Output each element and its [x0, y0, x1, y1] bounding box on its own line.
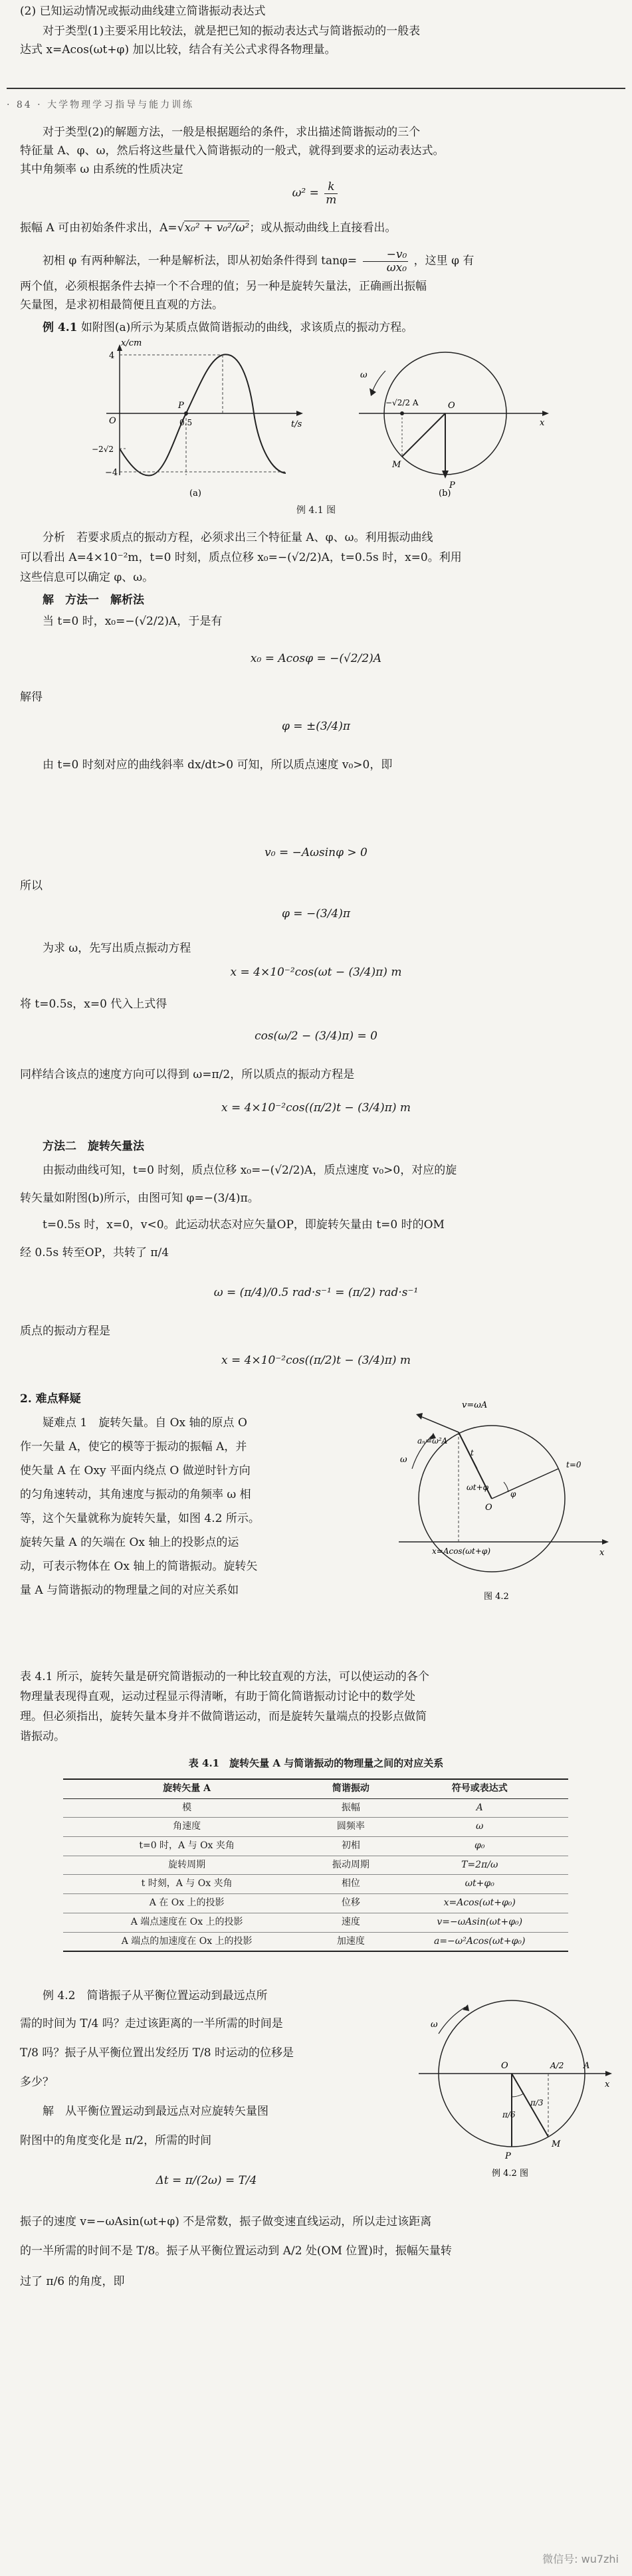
- paragraph-line: 疑难点 1 旋转矢量。自 Ox 轴的原点 O: [43, 1416, 247, 1430]
- origin-label: O: [448, 401, 455, 411]
- equation: ω = (π/4)/0.5 rad·s⁻¹ = (π/2) rad·s⁻¹: [213, 1286, 419, 1299]
- angle-arc: [512, 2093, 524, 2097]
- paragraph-line: 的匀角速转动，其角速度与振动的角频率 ω 相: [20, 1488, 251, 1501]
- solution-line: 由 t=0 时刻对应的曲线斜率 dx/dt>0 可知，所以质点速度 v₀>0，即: [43, 758, 393, 772]
- oscillation-curve-figure: [80, 339, 319, 498]
- table-header-row: [63, 1779, 568, 1798]
- equation: φ = ±(3/4)π: [282, 720, 350, 733]
- amplitude-label: A: [583, 2061, 590, 2071]
- paragraph-line: 振子的速度 v=−ωAsin(ωt+φ) 不是常数，振子做变速直线运动，所以走过该距离: [20, 2215, 432, 2228]
- table-cell: 位移: [310, 1894, 391, 1913]
- table-cell: x=Acos(ωt+φ₀): [391, 1894, 568, 1913]
- omega-label: ω: [360, 370, 368, 380]
- table-cell: 速度: [310, 1913, 391, 1932]
- column-header: 简谐振动: [310, 1779, 391, 1798]
- equation: φ = −(3/4)π: [282, 907, 350, 920]
- section-heading: (2) 已知运动情况或振动曲线建立简谐振动表达式: [20, 5, 266, 18]
- table-cell: 角速度: [63, 1818, 310, 1837]
- vector-om: [402, 413, 445, 457]
- text-fragment: 振幅 A 可由初始条件求出，A=: [20, 221, 177, 235]
- table-cell: 圆频率: [310, 1818, 391, 1837]
- watermark: 微信号: wu7zhi: [542, 2553, 619, 2566]
- x-axis-label: x: [605, 2080, 610, 2090]
- figure-caption: 例 4.2 图: [492, 2169, 528, 2179]
- x-axis-label: t/s: [291, 419, 302, 429]
- solution-line: 将 t=0.5s，x=0 代入上式得: [20, 998, 167, 1011]
- solution-line: 转矢量如附图(b)所示，由图可知 φ=−(3/4)π。: [20, 1192, 259, 1205]
- equation-lhs: ω² =: [292, 186, 319, 200]
- analysis-line: 可以看出 A=4×10⁻²m，t=0 时刻，质点位移 x₀=−(√2/2)A，t=0.5s 时，x=0。利用: [20, 551, 462, 564]
- point-label: P: [178, 401, 184, 411]
- table-cell: φ₀: [391, 1837, 568, 1856]
- paragraph-line: 旋转矢量 A 的矢端在 Ox 轴上的投影点的运: [20, 1536, 239, 1549]
- solution-line: 解 从平衡位置运动到最远点对应旋转矢量图: [43, 2105, 268, 2118]
- example-title: 例 4.1: [43, 321, 78, 334]
- method-title: 解 方法一 解析法: [43, 593, 144, 607]
- analysis-line: 分析 若要求质点的振动方程，必须求出三个特征量 A、φ、ω。利用振动曲线: [43, 531, 433, 544]
- x-axis-arrow-icon: [605, 2071, 612, 2076]
- paragraph-line: 作一矢量 A，使它的模等于振动的振幅 A，并: [20, 1440, 247, 1453]
- point-label: P: [449, 481, 455, 490]
- sine-curve: [120, 354, 286, 475]
- subfigure-caption: (b): [439, 488, 451, 498]
- point-label: M: [552, 2139, 561, 2149]
- text-fragment: ；或从振动曲线上直接看出。: [249, 221, 397, 235]
- tick-label: −√2/2 A: [385, 398, 419, 407]
- table-cell: 旋转周期: [63, 1856, 310, 1875]
- figure-caption: 例 4.1 图: [296, 505, 336, 516]
- paragraph-line: 动，可表示物体在 Ox 轴上的简谐振动。旋转矢: [20, 1560, 258, 1573]
- solution-line: 解得: [20, 691, 43, 704]
- subfigure-caption: (a): [189, 488, 201, 498]
- projection-marker: [400, 411, 404, 415]
- table-cell: ω: [391, 1818, 568, 1837]
- table-cell: 加速度: [310, 1932, 391, 1951]
- table-cell: a=−ω²Acos(ωt+φ₀): [391, 1932, 568, 1951]
- tick-label: −4: [105, 468, 118, 478]
- paragraph-line: 谐振动。: [20, 1730, 65, 1743]
- analysis-line: 这些信息可以确定 φ、ω。: [20, 571, 154, 584]
- table-cell: A: [391, 1798, 568, 1818]
- paragraph-line: 特征量 A、φ、ω，然后将这些量代入简谐振动的一般式，就得到要求的运动表达式。: [20, 144, 445, 158]
- table-cell: v=−ωAsin(ωt+φ₀): [391, 1913, 568, 1932]
- equation: x₀ = Acosφ = −(√2/2)A: [250, 652, 382, 665]
- phase-label: ωt+φ: [467, 1483, 489, 1492]
- numerator: k: [324, 181, 338, 194]
- text-fragment: 初相 φ 有两种解法，一种是解析法，即从初始条件得到 tanφ=: [43, 254, 358, 268]
- arrow-icon: [416, 1413, 423, 1420]
- column-header: 符号或表达式: [391, 1779, 568, 1798]
- paragraph-line: 其中角频率 ω 由系统的性质决定: [20, 163, 183, 176]
- table-cell: t=0 时，A 与 Ox 夹角: [63, 1837, 310, 1856]
- table-cell: 模: [63, 1798, 310, 1818]
- paragraph-line: 物理量表现得直观，运动过程显示得清晰，有助于简化简谐振动讨论中的数学处: [20, 1690, 415, 1703]
- phi-label: φ: [510, 1489, 516, 1499]
- column-header: 旋转矢量 A: [63, 1779, 310, 1798]
- omega-label: ω: [431, 2020, 438, 2030]
- paragraph-line: 对于类型(1)主要采用比较法，就是把已知的振动表达式与简谐振动的一般表: [43, 25, 421, 38]
- solution-line: 为求 ω，先写出质点振动方程: [43, 942, 191, 955]
- paragraph-line: 达式 x=Acos(ωt+φ) 加以比较，结合有关公式求得各物理量。: [20, 43, 336, 56]
- example-line: 例 4.2 简谐振子从平衡位置运动到最远点所: [43, 1989, 268, 2002]
- equation: Δt = π/(2ω) = T/4: [156, 2174, 257, 2187]
- sqrt-content: x₀² + v₀²/ω²: [184, 221, 250, 235]
- origin-label: O: [109, 416, 116, 426]
- paragraph-line: 对于类型(2)的解题方法，一般是根据题给的条件，求出描述简谐振动的三个: [43, 126, 421, 139]
- table-cell: 相位: [310, 1875, 391, 1894]
- table-row: [63, 1818, 568, 1837]
- text-fragment: ，这里 φ 有: [413, 254, 474, 268]
- table-cell: A 端点速度在 Ox 上的投影: [63, 1913, 310, 1932]
- table-row: [63, 1856, 568, 1875]
- page-divider: [7, 88, 625, 89]
- fraction: [324, 181, 338, 206]
- solution-line: 质点的振动方程是: [20, 1325, 110, 1338]
- fraction: [363, 249, 409, 274]
- solution-line: 由振动曲线可知，t=0 时刻，质点位移 x₀=−(√2/2)A，质点速度 v₀>0，对应的旋: [43, 1164, 457, 1177]
- rotating-vector-figure: [346, 339, 558, 498]
- vector-a-initial: [492, 1469, 558, 1499]
- solution-line: 经 0.5s 转至OP，共转了 π/4: [20, 1246, 169, 1259]
- point-p-marker: [184, 411, 188, 415]
- table-cell: A 在 Ox 上的投影: [63, 1894, 310, 1913]
- table-row: [63, 1875, 568, 1894]
- equation: x = 4×10⁻²cos((π/2)t − (3/4)π) m: [221, 1354, 411, 1367]
- correspondence-table: [63, 1778, 568, 1952]
- table-cell: A 端点的加速度在 Ox 上的投影: [63, 1932, 310, 1951]
- equation: v₀ = −Aωsinφ > 0: [264, 846, 368, 859]
- velocity-label: v=ωA: [462, 1400, 488, 1410]
- table-cell: ωt+φ₀: [391, 1875, 568, 1894]
- paragraph-line: 的一半所需的时间不是 T/8。振子从平衡位置运动到 A/2 处(OM 位置)时，振幅矢量转: [20, 2244, 452, 2258]
- point-label: M: [392, 460, 401, 470]
- x-axis-label: x: [540, 418, 545, 428]
- point-label: P: [505, 2151, 511, 2161]
- x-axis-arrow-icon: [296, 411, 303, 416]
- section-heading: 2. 难点释疑: [20, 1392, 81, 1406]
- solution-line: t=0.5s 时，x=0，v<0。此运动状态对应矢量OP，即旋转矢量由 t=0 时的OM: [43, 1218, 445, 1232]
- numerator: −v₀: [363, 249, 409, 262]
- example-text: 如附图(a)所示为某质点做简谐振动的曲线，求该质点的振动方程。: [80, 321, 413, 334]
- table-row: [63, 1894, 568, 1913]
- angle-arc: [504, 1482, 508, 1492]
- denominator: ωx₀: [386, 261, 407, 274]
- table-cell: T=2π/ω: [391, 1856, 568, 1875]
- equation: x = 4×10⁻²cos(ωt − (3/4)π) m: [230, 966, 402, 979]
- table-cell: 振幅: [310, 1798, 391, 1818]
- tick-label: −2√2: [92, 445, 114, 454]
- origin-label: O: [501, 2061, 508, 2071]
- table-cell: t 时刻，A 与 Ox 夹角: [63, 1875, 310, 1894]
- figure-caption: 图 4.2: [484, 1592, 509, 1602]
- acceleration-vector: [459, 1432, 477, 1469]
- sqrt-icon: √: [177, 221, 185, 235]
- solution-line: 同样结合该点的速度方向可以得到 ω=π/2，所以质点的振动方程是: [20, 1068, 355, 1081]
- t0-label: t=0: [566, 1460, 581, 1469]
- table-row: [63, 1913, 568, 1932]
- paragraph-line: 过了 π/6 的角度，即: [20, 2275, 125, 2288]
- phase-line: [20, 249, 612, 274]
- omega-label: ω: [400, 1455, 407, 1465]
- equation: x = 4×10⁻²cos((π/2)t − (3/4)π) m: [221, 1101, 411, 1115]
- angle-label: π/3: [530, 2098, 544, 2107]
- example-rotating-vector-figure: [412, 1987, 618, 2180]
- table-row: [63, 1798, 568, 1818]
- paragraph-line: 使矢量 A 在 Oxy 平面内绕点 O 做逆时针方向: [20, 1464, 251, 1477]
- table-title: 表 4.1 旋转矢量 A 与简谐振动的物理量之间的对应关系: [188, 1757, 444, 1769]
- table-row: [63, 1932, 568, 1951]
- example-line: [20, 319, 612, 336]
- x-axis-arrow-icon: [602, 1539, 609, 1545]
- amplitude-line: [20, 219, 612, 237]
- paragraph-line: 两个值，必须根据条件去掉一个不合理的值；另一种是旋转矢量法，正确画出振幅: [20, 280, 427, 293]
- example-line: 多少？: [20, 2076, 54, 2089]
- paragraph-line: 表 4.1 所示，旋转矢量是研究简谐振动的一种比较直观的方法，可以使运动的各个: [20, 1670, 429, 1683]
- half-amplitude-label: A/2: [550, 2061, 564, 2070]
- solution-line: 所以: [20, 879, 43, 893]
- paragraph-line: 矢量图，是求初相最简便且直观的方法。: [20, 298, 223, 312]
- table-row: [63, 1837, 568, 1856]
- accel-label: aₙ=ω²A: [417, 1436, 448, 1446]
- rotating-vector-diagram: [392, 1396, 618, 1608]
- origin-label: O: [485, 1503, 492, 1513]
- x-axis-label: x: [599, 1548, 605, 1558]
- table-cell: 初相: [310, 1837, 391, 1856]
- y-axis-label: x/cm: [121, 339, 142, 348]
- velocity-vector: [419, 1416, 459, 1432]
- equation: cos(ω/2 − (3/4)π) = 0: [255, 1029, 377, 1043]
- paragraph-line: 量 A 与简谐振动的物理量之间的对应关系如: [20, 1584, 239, 1597]
- tick-label: 0.5: [179, 418, 193, 427]
- omega-equation: [20, 181, 612, 206]
- solution-line: 附图中的角度变化是 π/2，所需的时间: [20, 2134, 212, 2147]
- running-header: · 84 · 大学物理学习指导与能力训练: [7, 100, 195, 110]
- example-line: 需的时间为 T/4 吗？走过该距离的一半所需的时间是: [20, 2017, 283, 2030]
- x-axis-arrow-icon: [542, 411, 549, 416]
- solution-line: 当 t=0 时，x₀=−(√2/2)A，于是有: [43, 615, 223, 628]
- paragraph-line: 等，这个矢量就称为旋转矢量，如图 4.2 所示。: [20, 1512, 260, 1525]
- denominator: m: [326, 193, 337, 207]
- tick-label: 4: [109, 351, 115, 361]
- method-title: 方法二 旋转矢量法: [43, 1140, 144, 1153]
- example-line: T/8 吗？振子从平衡位置出发经历 T/8 时运动的位移是: [20, 2046, 294, 2060]
- time-label: t: [471, 1448, 474, 1457]
- angle-label: π/6: [502, 2110, 516, 2119]
- rotation-arc: [372, 371, 385, 392]
- paragraph-line: 理。但必须指出，旋转矢量本身并不做简谐运动，而是旋转矢量端点的投影点做简: [20, 1710, 427, 1723]
- table-cell: 振动周期: [310, 1856, 391, 1875]
- projection-label: x=Acos(ωt+φ): [432, 1547, 491, 1556]
